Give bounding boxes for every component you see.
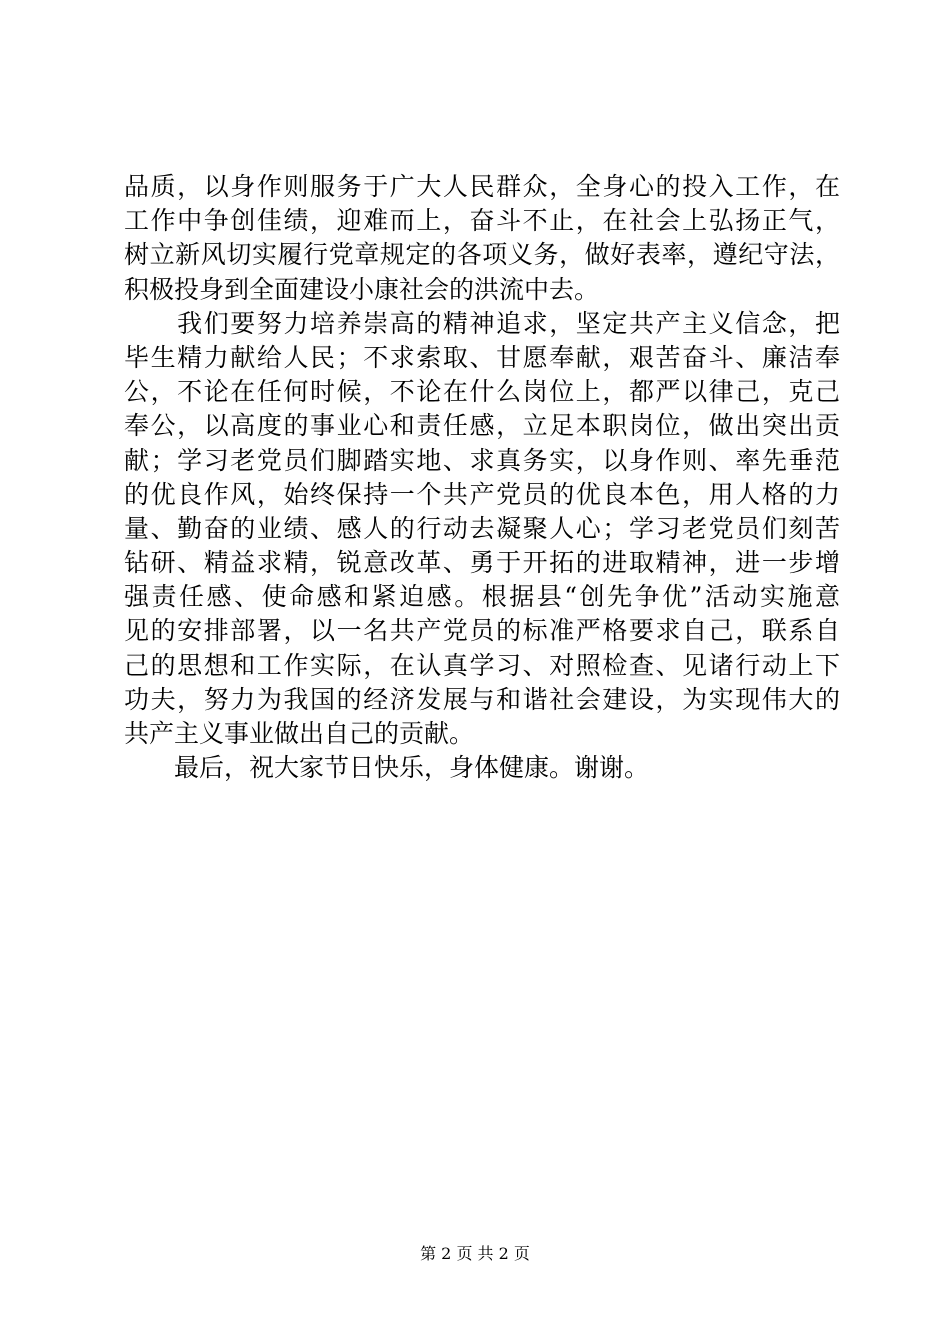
text-line: 我们要努力培养崇高的精神追求，坚定共产主义信念，把 — [124, 308, 840, 338]
text-line: 毕生精力献给人民；不求索取、甘愿奉献，艰苦奋斗、廉洁奉 — [124, 342, 840, 372]
text-line: 品质，以身作则服务于广大人民群众，全身心的投入工作，在 — [124, 172, 840, 201]
paragraph-2 — [124, 307, 840, 751]
text-line: 工作中争创佳绩，迎难而上，奋斗不止，在社会上弘扬正气， — [124, 206, 840, 236]
text-line: 积极投身到全面建设小康社会的洪流中去。 — [124, 274, 600, 304]
paragraph-3 — [124, 751, 840, 785]
text-line: 共产主义事业做出自己的贡献。 — [124, 719, 475, 748]
text-line: 见的安排部署，以一名共产党员的标准严格要求自己，联系自 — [124, 616, 840, 646]
page-number-label: 第 2 页 共 2 页 — [420, 1244, 530, 1263]
text-line: 钻研、精益求精，锐意改革、勇于开拓的进取精神，进一步增 — [124, 548, 840, 578]
text-line: 己的思想和工作实际，在认真学习、对照检查、见诸行动上下 — [124, 650, 840, 680]
text-line: 最后，祝大家节日快乐，身体健康。谢谢。 — [124, 753, 650, 783]
text-line: 的优良作风，始终保持一个共产党员的优良本色，用人格的力 — [124, 479, 840, 509]
text-line: 量、勤奋的业绩、感人的行动去凝聚人心；学习老党员们刻苦 — [124, 513, 840, 543]
paragraph-1 — [124, 170, 840, 307]
text-line: 献；学习老党员们脚踏实地、求真务实，以身作则、率先垂范 — [124, 445, 840, 475]
text-line: 强责任感、使命感和紧迫感。根据县“创先争优”活动实施意 — [124, 582, 840, 612]
document-body — [124, 170, 840, 785]
text-line: 公，不论在任何时候，不论在什么岗位上，都严以律己，克己 — [124, 377, 840, 407]
text-line: 树立新风切实履行党章规定的各项义务，做好表率，遵纪守法， — [124, 240, 840, 270]
text-line: 功夫，努力为我国的经济发展与和谐社会建设，为实现伟大的 — [124, 684, 840, 714]
text-line: 奉公，以高度的事业心和责任感，立足本职岗位，做出突出贡 — [124, 411, 840, 441]
page-footer — [0, 1244, 950, 1264]
